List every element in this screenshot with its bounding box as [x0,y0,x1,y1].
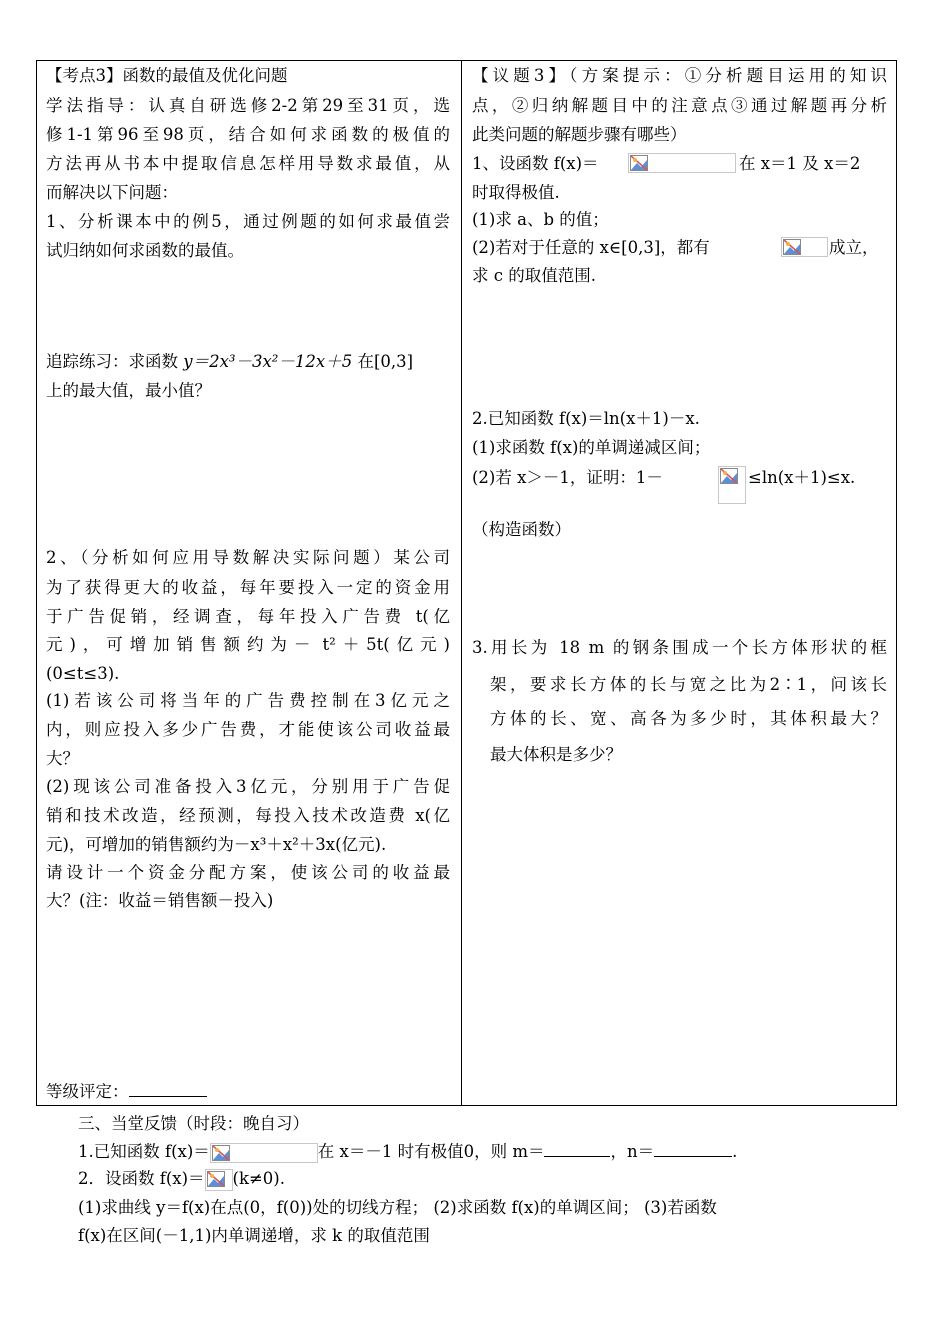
q2-line-11: 元)，可增加的销售额约为－x³＋x²＋3x(亿元). [46,835,387,854]
q2-line-1: 2、（分析如何应用导数解决实际问题）某公司 [46,548,450,567]
question-1-line-2: 试归纳如何求函数的最值。 [46,241,244,260]
tracking-prefix: 追踪练习：求函数 [46,352,184,371]
broken-image-icon [628,153,736,173]
broken-image-icon [210,1143,318,1163]
p1-line-3: (1)求 a、b 的值； [472,210,609,229]
feedback-title: 三、当堂反馈（时段：晚自习） [78,1114,309,1133]
p1-line-1b: 在 x＝1 及 x＝2 [739,154,861,173]
feedback-q2 [78,1167,285,1191]
q2-line-10: 销和技术改造，经预测，每投入技术改造费 x(亿 [46,806,450,825]
p2-line-3b: ≤ln(x＋1)≤x. [748,468,856,487]
guide-line-4: 而解决以下问题： [46,183,178,202]
q2-line-8: 大？ [46,749,79,768]
p2-line-1: 2.已知函数 f(x)＝ln(x＋1)－x. [472,409,700,428]
p1-line-1a: 1、设函数 f(x)＝ [472,154,599,173]
q2-line-2: 为了获得更大的收益，每年要投入一定的资金用 [46,578,450,597]
p1-line-2: 时取得极值. [472,183,560,202]
p3-line-2: 架，要求长方体的长与宽之比为2∶1，问该长 [490,675,887,694]
feedback-q2-line-2: (1)求曲线 y＝f(x)在点(0，f(0))处的切线方程； (2)求函数 f(x)的单调区间； (3)若函数 [78,1198,717,1217]
feedback-q1-end: . [732,1142,738,1161]
q2-line-6: (1)若该公司将当年的广告费控制在3亿元之 [46,691,450,710]
q2-line-9: (2)现该公司准备投入3亿元，分别用于广告促 [46,777,450,796]
p3-line-4: 最大体积是多少？ [490,745,622,764]
grade-blank[interactable] [129,1082,207,1097]
q2-line-13: 大？(注：收益＝销售额－投入) [46,891,274,910]
p2-line-2: (1)求函数 f(x)的单调递减区间； [472,438,711,457]
m-answer-blank[interactable] [544,1142,610,1157]
q2-line-3: 于广告促销，经调查，每年投入广告费 t(亿 [46,607,450,626]
q2-line-7: 内，则应投入多少广告费，才能使该公司收益最 [46,720,450,739]
broken-image-icon [718,466,746,504]
feedback-q2-suffix: (k≠0). [232,1169,285,1188]
feedback-q2-line-3: f(x)在区间(－1,1)内单调递增，求 k 的取值范围 [78,1226,430,1245]
feedback-q1-n: ，n＝ [610,1142,655,1161]
feedback-q1-prefix: 1.已知函数 f(x)＝ [78,1142,210,1161]
n-answer-blank[interactable] [654,1142,732,1157]
p3-line-3: 方体的长、宽、高各为多少时，其体积最大？ [490,709,887,728]
question-1-line-1: 1、分析课本中的例5，通过例题的如何求最值尝 [46,212,450,231]
feedback-q1 [78,1140,737,1164]
grade-evaluation [46,1080,207,1104]
right-heading-line-2: 点，②归纳解题目中的注意点③通过解题再分析 [472,96,887,115]
p1-line-5: 求 c 的取值范围. [472,266,596,285]
grade-label: 等级评定： [46,1082,129,1101]
guide-line-3: 方法再从书本中提取信息怎样用导数求最值，从 [46,154,450,173]
q2-line-5: (0≤t≤3). [46,664,120,683]
p1-line-4a: (2)若对于任意的 x∈[0,3]，都有 [472,238,710,257]
p2-line-3a: (2)若 x＞－1，证明：1－ [472,468,663,487]
q2-line-4: 元)，可增加销售额约为－ t²＋5t(亿元) [46,635,450,654]
tracking-expression: y＝2x³－3x²－12x＋5 [183,352,353,371]
p1-line-4b: 成立， [829,238,879,257]
q2-line-12: 请设计一个资金分配方案，使该公司的收益最 [46,863,450,882]
feedback-q1-middle: 在 x＝－1 时有极值0，则 m＝ [317,1142,545,1161]
guide-line-2: 修1-1第96至98页，结合如何求函数的极值的 [46,125,450,144]
feedback-q2-prefix: 2．设函数 f(x)＝ [78,1169,205,1188]
right-heading-line-1: 【议题3】（方案提示：①分析题目运用的知识 [472,66,887,85]
right-heading-line-3: 此类问题的解题步骤有哪些） [472,125,687,144]
tracking-exercise [46,350,413,374]
tracking-suffix: 在[0,3] [352,352,414,371]
p2-line-4: （构造函数） [472,520,571,539]
broken-image-icon [781,237,828,257]
p3-line-1: 3.用长为 18 m 的钢条围成一个长方体形状的框 [472,638,887,657]
broken-image-icon [205,1169,233,1191]
tracking-line-2: 上的最大值，最小值？ [46,381,211,400]
column-divider [461,60,462,1106]
guide-line-1: 学法指导：认真自研选修2-2第29至31页，选 [46,96,450,115]
left-heading: 【考点3】函数的最值及优化问题 [46,66,288,85]
